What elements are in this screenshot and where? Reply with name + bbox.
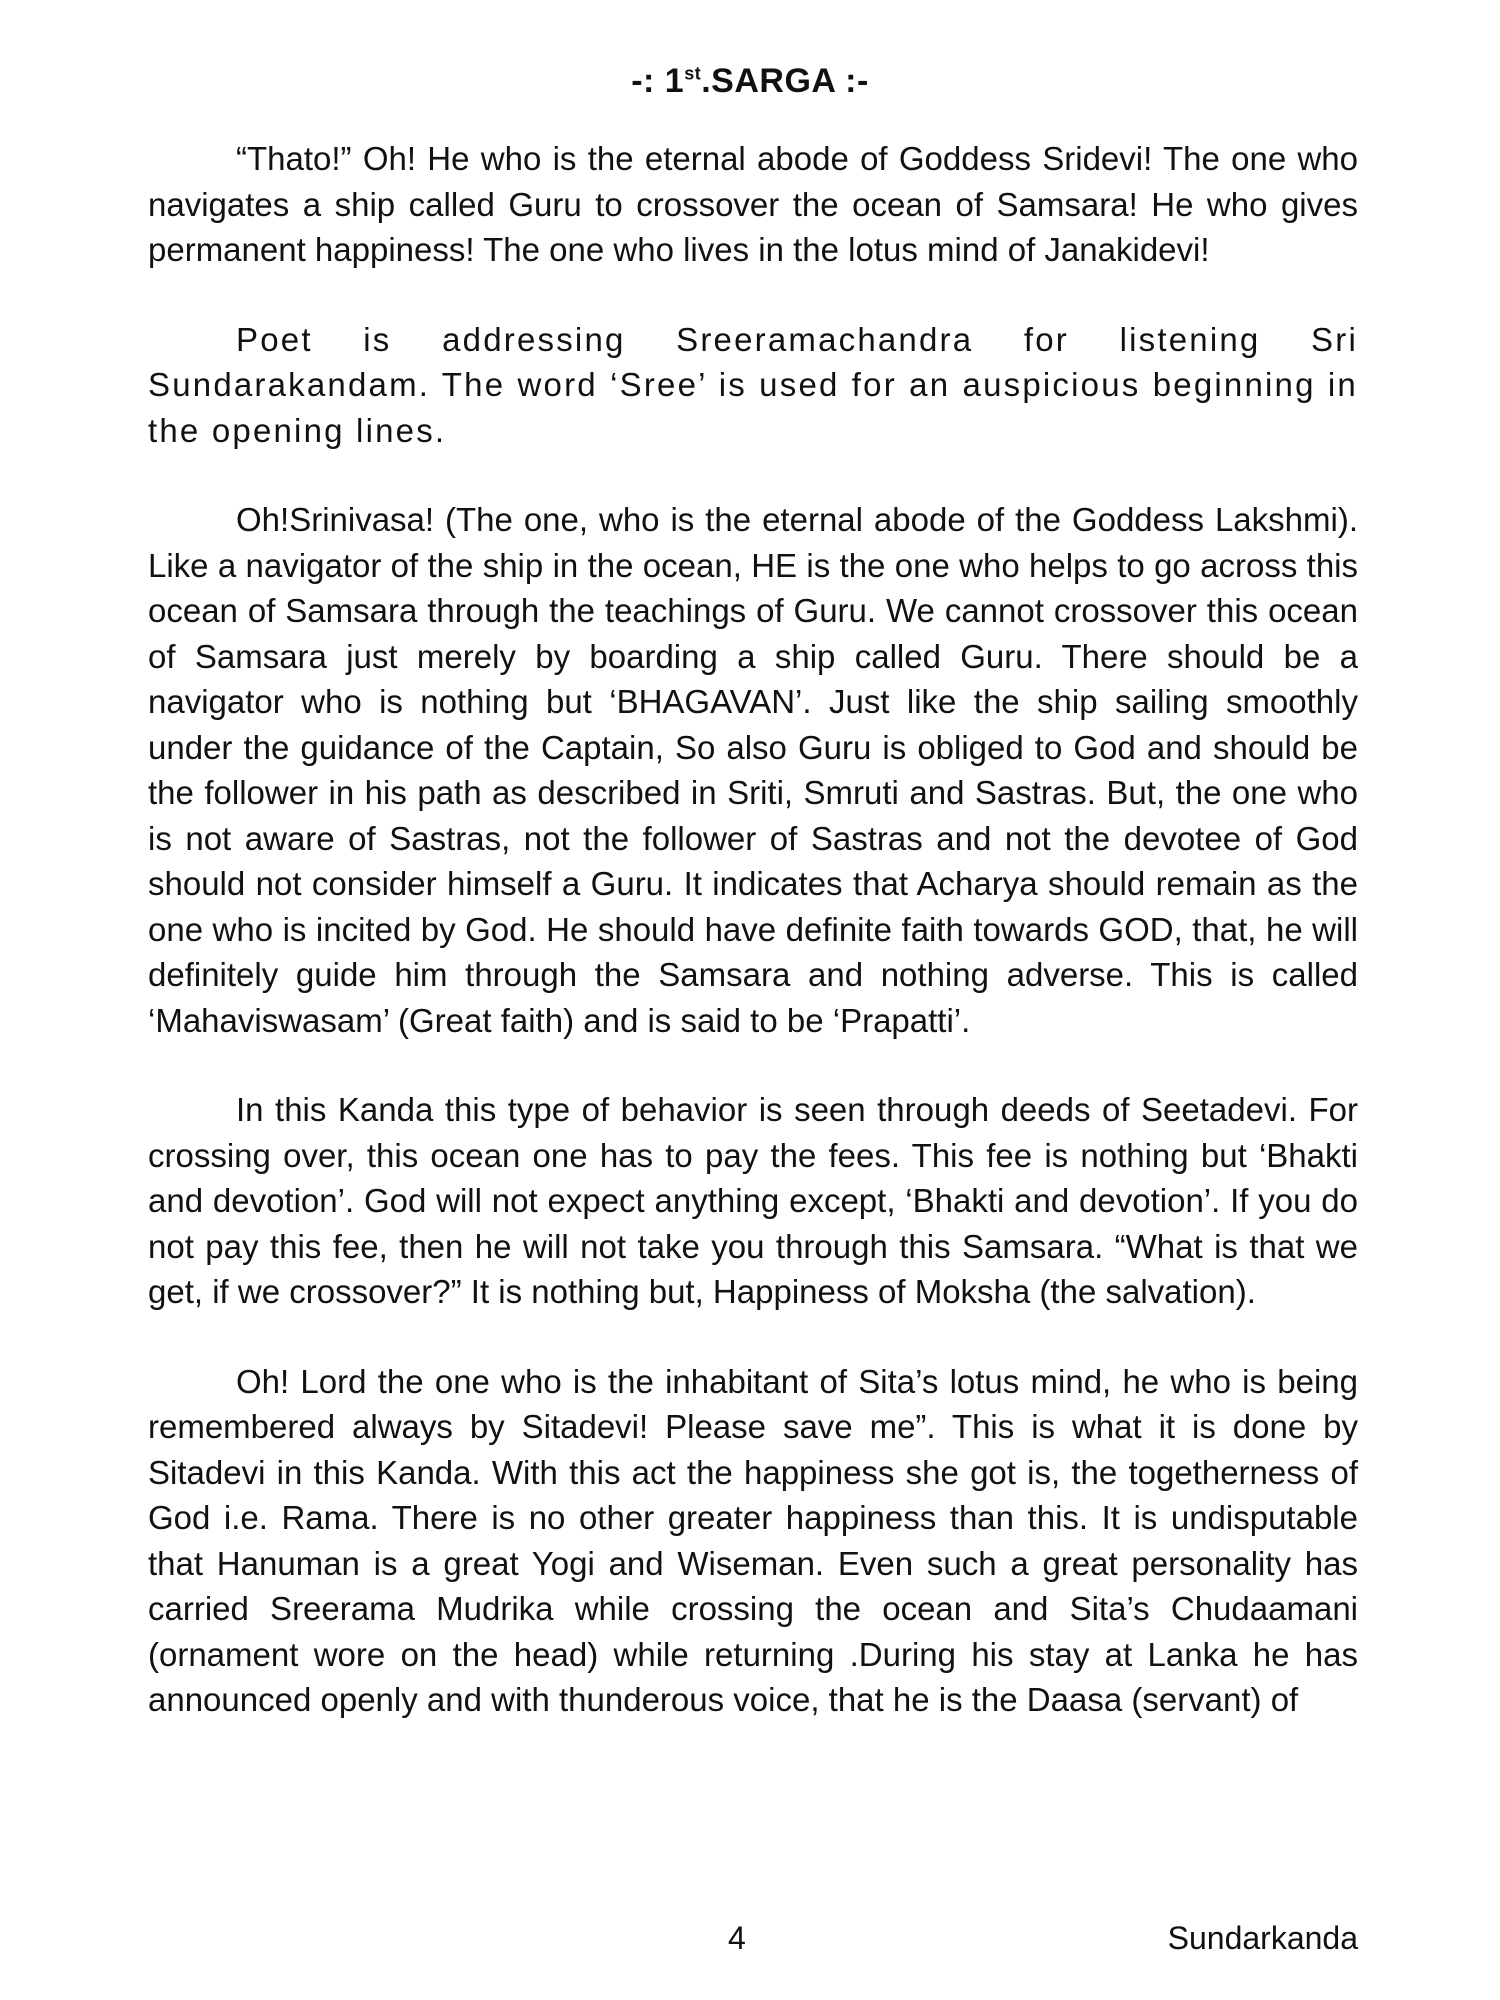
heading-suffix: .SARGA :- bbox=[701, 62, 869, 100]
paragraph-2: Poet is addressing Sreeramachandra for listening Sri Sundarakandam. The word ‘Sree’ is used for an auspicious beginning in the opening lines. bbox=[148, 320, 1358, 449]
paragraph-3: Oh!Srinivasa! (The one, who is the eternal abode of the Goddess Lakshmi). Like a navigator of the ship in the ocean, HE is the one who helps to go across this ocean of Samsara through the teachings of Guru. We cannot crossover this ocean of Samsara just merely by boarding a ship called Guru. There should be a navigator who is nothing but ‘BHAGAVAN’. Just like the ship sailing smoothly under the guidance of the Captain, So also Guru is obliged to God and should be the follower in his path as described in Sriti, Smruti and Sastras. But, the one who is not aware of Sastras, not the follower of Sastras and not the devotee of God should not consider himself a Guru. It indicates that Acharya should remain as the one who is incited by God. He should have definite faith towards GOD, that, he will definitely guide him through the Samsara and nothing adverse. This is called ‘Mahaviswasam’ (Great faith) and is said to be ‘Prapatti’. bbox=[148, 501, 1358, 1039]
chapter-heading bbox=[0, 62, 1500, 101]
paragraph-4: In this Kanda this type of behavior is seen through deeds of Seetadevi. For crossing over, this ocean one has to pay the fees. This fee is nothing but ‘Bhakti and devotion’. God will not expect anything except, ‘Bhakti and devotion’. If you do not pay this fee, then he will not take you through this Samsara. “What is that we get, if we crossover?” It is nothing but, Happiness of Moksha (the salvation). bbox=[148, 1091, 1358, 1310]
page-number: 4 bbox=[728, 1920, 746, 1956]
paragraph-1: “Thato!” Oh! He who is the eternal abode of Goddess Sridevi! The one who navigates a ship called Guru to crossover the ocean of Samsara! He who gives permanent happiness! The one who lives in the lotus mind of Janakidevi! bbox=[148, 140, 1358, 268]
heading-prefix: -: 1 bbox=[631, 62, 685, 100]
heading-superscript: st bbox=[684, 63, 702, 84]
body-text bbox=[148, 136, 1358, 1723]
running-footer-title: Sundarkanda bbox=[1167, 1920, 1358, 1956]
paragraph-5: Oh! Lord the one who is the inhabitant of Sita’s lotus mind, he who is being remembered always by Sitadevi! Please save me”. This is what it is done by Sitadevi in this Kanda. With this act the happiness she got is, the togetherness of God i.e. Rama. There is no other greater happiness than this. It is undisputable that Hanuman is a great Yogi and Wiseman. Even such a great personality has carried Sreerama Mudrika while crossing the ocean and Sita’s Chudaamani (ornament wore on the head) while returning .During his stay at Lanka he has announced openly and with thunderous voice, that he is the Daasa (servant) of bbox=[148, 1362, 1358, 1718]
